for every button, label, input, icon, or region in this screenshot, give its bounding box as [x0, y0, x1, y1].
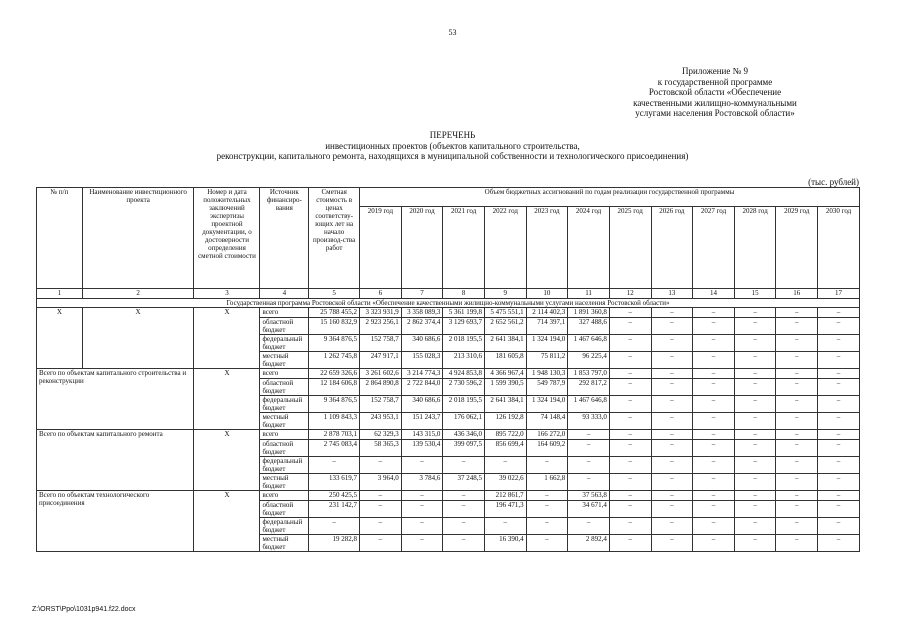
amount-cell: 164 609,2 [526, 440, 568, 457]
document-title [0, 130, 905, 162]
appendix-block [585, 66, 845, 119]
funding-source-cell: местный бюджет [260, 474, 309, 491]
amount-cell: 436 346,0 [443, 430, 485, 440]
amount-cell: – [693, 491, 735, 501]
funding-source-cell: областной бюджет [260, 318, 309, 335]
amount-cell: 1 662,8 [526, 474, 568, 491]
funding-source-cell: федеральный бюджет [260, 457, 309, 474]
amount-cell: – [776, 430, 818, 440]
amount-cell: 2 641 384,1 [484, 396, 526, 413]
amount-cell: – [651, 535, 693, 552]
expertise-cell: Х [194, 308, 260, 369]
amount-cell: 62 329,3 [360, 430, 402, 440]
header-num: № п/п [37, 188, 83, 289]
amount-cell: 2 730 596,2 [443, 379, 485, 396]
amount-cell: – [360, 501, 402, 518]
amount-cell: – [818, 501, 860, 518]
amount-cell: – [609, 518, 651, 535]
amount-cell: 5 475 551,1 [484, 308, 526, 318]
amount-cell: – [734, 308, 776, 318]
column-number: 7 [401, 289, 443, 299]
column-number: 14 [693, 289, 735, 299]
column-number: 11 [568, 289, 610, 299]
column-number: 16 [776, 289, 818, 299]
funding-source-cell: местный бюджет [260, 413, 309, 430]
appendix-line: Ростовской области «Обеспечение [648, 87, 782, 97]
amount-cell: 212 861,7 [484, 491, 526, 501]
funding-source-cell: областной бюджет [260, 440, 309, 457]
amount-cell: – [568, 457, 610, 474]
header-year: 2022 год [484, 207, 526, 289]
amount-cell: – [818, 491, 860, 501]
amount-cell: – [818, 369, 860, 379]
amount-cell: – [818, 535, 860, 552]
amount-cell: – [443, 501, 485, 518]
amount-cell: 2 923 256,1 [360, 318, 402, 335]
amount-cell: – [734, 474, 776, 491]
amount-cell: 1 109 843,3 [309, 413, 360, 430]
amount-cell: 133 619,7 [309, 474, 360, 491]
table-row [37, 308, 860, 318]
amount-cell: – [443, 491, 485, 501]
amount-cell: – [776, 518, 818, 535]
amount-cell: – [693, 379, 735, 396]
amount-cell: 2 641 384,1 [484, 335, 526, 352]
amount-cell: – [651, 413, 693, 430]
amount-cell: – [776, 457, 818, 474]
header-year: 2025 год [609, 207, 651, 289]
amount-cell: – [651, 335, 693, 352]
header-year: 2021 год [443, 207, 485, 289]
amount-cell: 93 333,0 [568, 413, 610, 430]
amount-cell: – [776, 379, 818, 396]
amount-cell: 340 686,6 [401, 396, 443, 413]
amount-cell: 1 324 194,0 [526, 335, 568, 352]
amount-cell: – [526, 501, 568, 518]
file-path-footer: Z:\ORST\Ppo\1031p941.f22.docx [32, 606, 136, 613]
amount-cell: – [734, 457, 776, 474]
amount-cell: – [776, 369, 818, 379]
amount-cell: – [818, 474, 860, 491]
amount-cell: – [734, 379, 776, 396]
header-year: 2026 год [651, 207, 693, 289]
column-number: 3 [194, 289, 260, 299]
amount-cell: – [734, 413, 776, 430]
amount-cell: 34 671,4 [568, 501, 610, 518]
amount-cell: – [609, 474, 651, 491]
amount-cell: – [568, 440, 610, 457]
title-line: инвестиционных проектов (объектов капитального строительства, [325, 140, 580, 151]
amount-cell: 3 261 602,6 [360, 369, 402, 379]
title-line: ПЕРЕЧЕНЬ [429, 130, 476, 140]
funding-source-cell: всего [260, 491, 309, 501]
funding-source-cell: федеральный бюджет [260, 396, 309, 413]
amount-cell: – [360, 535, 402, 552]
amount-cell: – [776, 440, 818, 457]
amount-cell: – [818, 379, 860, 396]
amount-cell: 2 878 703,1 [309, 430, 360, 440]
column-number: 5 [309, 289, 360, 299]
amount-cell: 25 788 455,2 [309, 308, 360, 318]
amount-cell: – [360, 518, 402, 535]
amount-cell: 327 488,6 [568, 318, 610, 335]
amount-cell: 9 364 876,5 [309, 335, 360, 352]
amount-cell: – [568, 430, 610, 440]
amount-cell: – [443, 457, 485, 474]
amount-cell: 250 425,5 [309, 491, 360, 501]
amount-cell: 1 853 797,0 [568, 369, 610, 379]
column-number: 13 [651, 289, 693, 299]
table-row [37, 369, 860, 379]
amount-cell: 3 323 931,9 [360, 308, 402, 318]
expertise-cell: Х [194, 491, 260, 552]
amount-cell: – [651, 396, 693, 413]
amount-cell: – [734, 518, 776, 535]
amount-cell: – [734, 318, 776, 335]
amount-cell: – [609, 335, 651, 352]
amount-cell: – [818, 413, 860, 430]
amount-cell: – [776, 413, 818, 430]
amount-cell: – [609, 457, 651, 474]
amount-cell: – [734, 491, 776, 501]
amount-cell: 151 243,7 [401, 413, 443, 430]
funding-source-cell: всего [260, 308, 309, 318]
amount-cell: – [651, 308, 693, 318]
amount-cell: – [609, 318, 651, 335]
amount-cell: – [734, 430, 776, 440]
amount-cell: – [360, 491, 402, 501]
amount-cell: – [526, 518, 568, 535]
amount-cell: 74 148,4 [526, 413, 568, 430]
amount-cell: – [443, 518, 485, 535]
amount-cell: – [651, 457, 693, 474]
amount-cell: – [609, 369, 651, 379]
amount-cell: – [609, 352, 651, 369]
table-row [37, 430, 860, 440]
amount-cell: 895 722,0 [484, 430, 526, 440]
amount-cell: 143 315,0 [401, 430, 443, 440]
amount-cell: 1 467 646,8 [568, 335, 610, 352]
amount-cell: 2 114 402,3 [526, 308, 568, 318]
amount-cell: 3 784,6 [401, 474, 443, 491]
amount-cell: – [309, 457, 360, 474]
amount-cell: 213 310,6 [443, 352, 485, 369]
amount-cell: – [818, 335, 860, 352]
expertise-cell: Х [194, 369, 260, 430]
amount-cell: – [526, 457, 568, 474]
amount-cell: 5 361 199,8 [443, 308, 485, 318]
amount-cell: – [818, 430, 860, 440]
amount-cell: 126 192,8 [484, 413, 526, 430]
amount-cell: – [526, 491, 568, 501]
column-number: 15 [734, 289, 776, 299]
funding-source-cell: местный бюджет [260, 535, 309, 552]
amount-cell: – [734, 396, 776, 413]
appendix-line: услугами населения Ростовской области» [635, 108, 795, 118]
amount-cell: 2 892,4 [568, 535, 610, 552]
amount-cell: – [818, 318, 860, 335]
amount-cell: 243 953,1 [360, 413, 402, 430]
amount-cell: 9 364 876,5 [309, 396, 360, 413]
amount-cell: – [776, 396, 818, 413]
amount-cell: – [818, 396, 860, 413]
amount-cell: – [693, 535, 735, 552]
amount-cell: 22 659 326,6 [309, 369, 360, 379]
amount-cell: – [609, 413, 651, 430]
amount-cell: 1 948 130,3 [526, 369, 568, 379]
amount-cell: 3 964,0 [360, 474, 402, 491]
amount-cell: 1 599 390,5 [484, 379, 526, 396]
amount-cell: – [818, 457, 860, 474]
amount-cell: – [693, 474, 735, 491]
funding-source-cell: областной бюджет [260, 501, 309, 518]
amount-cell: – [360, 457, 402, 474]
amount-cell: 155 028,3 [401, 352, 443, 369]
amount-cell: 16 390,4 [484, 535, 526, 552]
amount-cell: 4 366 967,4 [484, 369, 526, 379]
amount-cell: – [609, 396, 651, 413]
amount-cell: – [734, 352, 776, 369]
amount-cell: 247 917,1 [360, 352, 402, 369]
amount-cell: – [401, 491, 443, 501]
amount-cell: – [734, 501, 776, 518]
amount-cell: 19 282,8 [309, 535, 360, 552]
title-line: реконструкции, капитального ремонта, находящихся в муниципальной собственности и технологического присоединения) [216, 151, 689, 161]
column-number: 12 [609, 289, 651, 299]
header-expertise: Номер и дата положительных заключений экспертизы проектной документации, о достоверности определения сметной стоимости [194, 188, 260, 289]
header-year: 2030 год [818, 207, 860, 289]
amount-cell: – [693, 501, 735, 518]
amount-cell: – [693, 352, 735, 369]
amount-cell: – [693, 318, 735, 335]
amount-cell: – [651, 430, 693, 440]
amount-cell: 37 563,8 [568, 491, 610, 501]
amount-cell: 12 184 606,8 [309, 379, 360, 396]
funding-source-cell: федеральный бюджет [260, 518, 309, 535]
amount-cell: 2 018 195,5 [443, 396, 485, 413]
header-year: 2027 год [693, 207, 735, 289]
amount-cell: – [568, 474, 610, 491]
header-funding-source: Источник финансиро-вания [260, 188, 309, 289]
header-year: 2028 год [734, 207, 776, 289]
amount-cell: 714 397,1 [526, 318, 568, 335]
project-name-cell: Х [82, 308, 194, 369]
amount-cell: 1 467 646,8 [568, 396, 610, 413]
amount-cell: 3 358 089,3 [401, 308, 443, 318]
amount-cell: 181 605,8 [484, 352, 526, 369]
amount-cell: 139 530,4 [401, 440, 443, 457]
column-number: 6 [360, 289, 402, 299]
program-row: Государственная программа Ростовской области «Обеспечение качественными жилищно-коммунальными услугами населения Ростовской области» [37, 299, 860, 308]
amount-cell: 292 817,2 [568, 379, 610, 396]
amount-cell: 2 862 374,4 [401, 318, 443, 335]
amount-cell: – [651, 352, 693, 369]
header-estimated-cost: Сметная стоимость в ценах соответству-ющих лет на начало производ-ства работ [309, 188, 360, 289]
amount-cell: 1 262 745,8 [309, 352, 360, 369]
amount-cell: – [693, 335, 735, 352]
amount-cell: 3 214 774,3 [401, 369, 443, 379]
amount-cell: – [651, 518, 693, 535]
amount-cell: – [693, 430, 735, 440]
amount-cell: – [484, 518, 526, 535]
amount-cell: – [443, 535, 485, 552]
amount-cell: – [609, 379, 651, 396]
amount-cell: – [693, 396, 735, 413]
amount-cell: – [776, 474, 818, 491]
funding-source-cell: всего [260, 369, 309, 379]
column-number: 17 [818, 289, 860, 299]
amount-cell: – [776, 535, 818, 552]
appendix-line: качественными жилищно-коммунальными [633, 97, 797, 108]
amount-cell: – [776, 308, 818, 318]
amount-cell: – [693, 413, 735, 430]
amount-cell: – [401, 535, 443, 552]
amount-cell: – [526, 535, 568, 552]
amount-cell: 2 745 083,4 [309, 440, 360, 457]
header-year: 2023 год [526, 207, 568, 289]
amount-cell: – [651, 318, 693, 335]
amount-cell: 231 142,7 [309, 501, 360, 518]
amount-cell: – [401, 457, 443, 474]
expertise-cell: Х [194, 430, 260, 491]
amount-cell: – [568, 518, 610, 535]
group-label-cell: Всего по объектам капитального строительства и реконструкции [37, 369, 194, 430]
amount-cell: – [609, 535, 651, 552]
amount-cell: 15 160 832,9 [309, 318, 360, 335]
investment-projects-table [36, 187, 860, 552]
amount-cell: 3 129 693,7 [443, 318, 485, 335]
funding-source-cell: федеральный бюджет [260, 335, 309, 352]
amount-cell: 58 365,3 [360, 440, 402, 457]
amount-cell: – [693, 308, 735, 318]
funding-source-cell: всего [260, 430, 309, 440]
amount-cell: – [776, 335, 818, 352]
amount-cell: – [609, 491, 651, 501]
amount-cell: 1 891 360,8 [568, 308, 610, 318]
amount-cell: 37 248,5 [443, 474, 485, 491]
amount-cell: – [818, 518, 860, 535]
amount-cell: 2 722 844,0 [401, 379, 443, 396]
amount-cell: – [651, 491, 693, 501]
amount-cell: 549 787,9 [526, 379, 568, 396]
header-project-name: Наименование инвестиционного проекта [82, 188, 194, 289]
amount-cell: 2 652 561,2 [484, 318, 526, 335]
amount-cell: 176 062,1 [443, 413, 485, 430]
amount-cell: – [609, 430, 651, 440]
amount-cell: – [734, 535, 776, 552]
amount-cell: – [651, 369, 693, 379]
amount-cell: – [651, 379, 693, 396]
amount-cell: – [609, 501, 651, 518]
amount-cell: – [776, 318, 818, 335]
amount-cell: 2 018 195,5 [443, 335, 485, 352]
amount-cell: – [401, 501, 443, 518]
header-year: 2019 год [360, 207, 402, 289]
appendix-line: Приложение № 9 [682, 66, 748, 76]
group-label-cell: Всего по объектам технологического присоединения [37, 491, 194, 552]
amount-cell: – [651, 474, 693, 491]
amount-cell: – [818, 308, 860, 318]
amount-cell: 1 324 194,0 [526, 396, 568, 413]
amount-cell: 152 758,7 [360, 396, 402, 413]
amount-cell: 399 097,5 [443, 440, 485, 457]
appendix-line: к государственной программе [657, 76, 773, 87]
group-label-cell: Всего по объектам капитального ремонта [37, 430, 194, 491]
page-number: 53 [448, 28, 457, 37]
amount-cell: 2 864 890,8 [360, 379, 402, 396]
amount-cell: – [309, 518, 360, 535]
column-number: 9 [484, 289, 526, 299]
amount-cell: 340 686,6 [401, 335, 443, 352]
header-year: 2024 год [568, 207, 610, 289]
amount-cell: – [693, 440, 735, 457]
column-number: 1 [37, 289, 83, 299]
amount-cell: – [776, 352, 818, 369]
amount-cell: – [693, 457, 735, 474]
amount-cell: – [734, 335, 776, 352]
column-number: 2 [82, 289, 194, 299]
amount-cell: – [609, 308, 651, 318]
amount-cell: – [693, 369, 735, 379]
amount-cell: – [651, 501, 693, 518]
amount-cell: 75 811,2 [526, 352, 568, 369]
header-budget: Объем бюджетных ассигнований по годам реализации государственной программы [360, 188, 860, 207]
column-number: 10 [526, 289, 568, 299]
amount-cell: 39 022,6 [484, 474, 526, 491]
amount-cell: – [734, 369, 776, 379]
amount-cell: – [776, 491, 818, 501]
amount-cell: – [693, 518, 735, 535]
amount-cell: – [776, 501, 818, 518]
amount-cell: – [401, 518, 443, 535]
funding-source-cell: местный бюджет [260, 352, 309, 369]
row-number-cell: Х [37, 308, 83, 369]
amount-cell: – [651, 440, 693, 457]
amount-cell: 96 225,4 [568, 352, 610, 369]
table-row [37, 491, 860, 501]
amount-cell: 152 758,7 [360, 335, 402, 352]
amount-cell: 856 699,4 [484, 440, 526, 457]
amount-cell: 166 272,0 [526, 430, 568, 440]
column-number: 8 [443, 289, 485, 299]
amount-cell: – [818, 440, 860, 457]
amount-cell: 196 471,3 [484, 501, 526, 518]
funding-source-cell: областной бюджет [260, 379, 309, 396]
amount-cell: – [484, 457, 526, 474]
amount-cell: – [734, 440, 776, 457]
amount-cell: – [609, 440, 651, 457]
header-year: 2029 год [776, 207, 818, 289]
units-label: (тыс. рублей) [808, 177, 859, 187]
amount-cell: – [818, 352, 860, 369]
column-number: 4 [260, 289, 309, 299]
header-year: 2020 год [401, 207, 443, 289]
amount-cell: 4 924 853,8 [443, 369, 485, 379]
